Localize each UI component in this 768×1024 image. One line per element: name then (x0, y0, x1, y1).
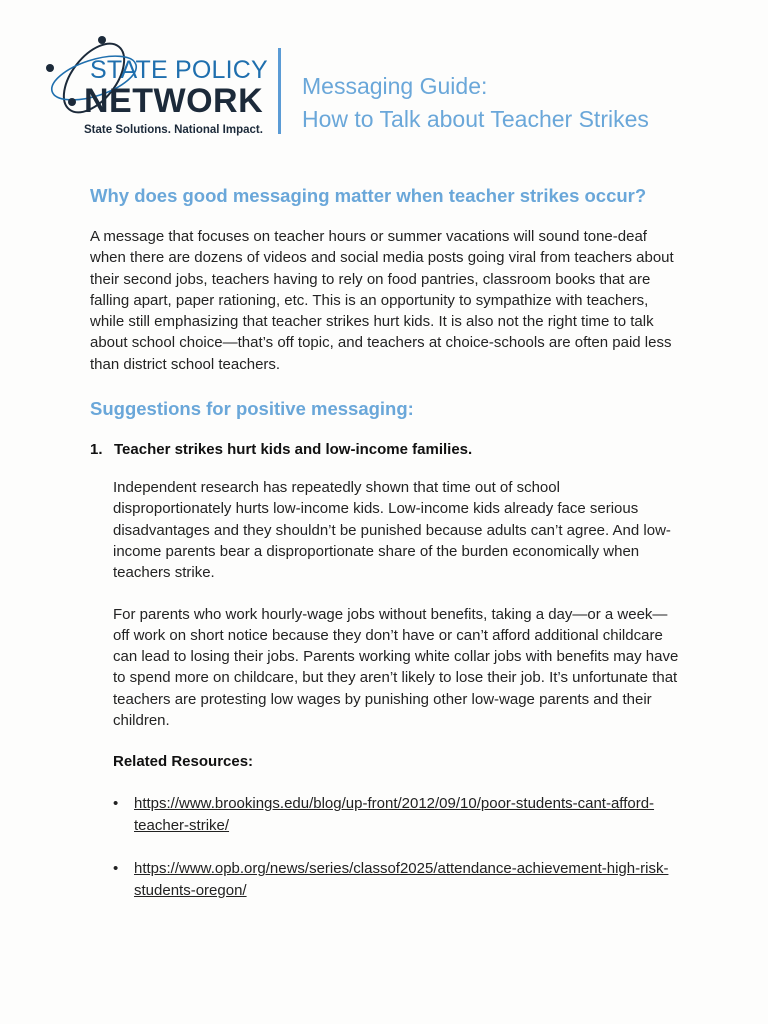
resource-link-brookings[interactable]: https://www.brookings.edu/blog/up-front/2012/09/10/poor-students-cant-afford-teacher-strike/ (134, 795, 655, 834)
document-body (90, 180, 680, 923)
logo-tagline: State Solutions. National Impact. (84, 124, 263, 136)
suggestion-body (113, 477, 680, 901)
suggestion-title-text: Teacher strikes hurt kids and low-income families. (114, 441, 473, 459)
logo-line-network: NETWORK (84, 82, 264, 120)
resource-list-item (113, 858, 680, 901)
bullet-icon: • (113, 795, 119, 813)
guide-title-line1: Messaging Guide: (302, 73, 488, 99)
guide-title (302, 70, 649, 136)
guide-title-line2: How to Talk about Teacher Strikes (302, 106, 649, 132)
section-heading-suggestions: Suggestions for positive messaging: (90, 398, 414, 420)
resource-list-item (113, 793, 680, 836)
related-resources-list (113, 793, 680, 901)
page-header (44, 34, 734, 144)
state-policy-network-logo (44, 34, 274, 144)
header-divider (278, 48, 281, 134)
suggestion-paragraph: Independent research has repeatedly shown that time out of school disproportionately hurts low-income kids. Low-income kids already face serious disadvantages and they shouldn’t be punished because adults can’t agree. And low-income parents bear a disproportionate share of the burden economically when teachers strike. (113, 479, 671, 582)
suggestion-title (90, 439, 680, 461)
related-resources-label: Related Resources: (113, 753, 254, 771)
suggestion-paragraph: For parents who work hourly-wage jobs without benefits, taking a day—or a week—off work on short notice because they don’t have or can’t afford additional childcare can lead to losing their jobs. Parents working white collar jobs with benefits may have to spend more on childcare, but they aren’t likely to lose their job. It’s unfortunate that teachers are protesting low wages by punishing other low-wage parents and their children. (113, 605, 679, 730)
section-heading-why-messaging: Why does good messaging matter when teacher strikes occur? (90, 185, 647, 206)
resource-link-opb[interactable]: https://www.opb.org/news/series/classof2025/attendance-achievement-high-risk-students-oregon/ (134, 860, 669, 899)
suggestion-number: 1. (90, 441, 103, 459)
bullet-icon: • (113, 860, 119, 878)
suggestion-item (90, 439, 680, 901)
logo-line-state-policy: STATE POLICY (90, 56, 268, 84)
intro-paragraph: A message that focuses on teacher hours or summer vacations will sound tone-deaf when there are dozens of videos and social media posts going viral from teachers about their second jobs, teachers having to rely on food pantries, classroom books that are falling apart, paper rationing, etc. This is an opportunity to sympathize with teachers, while still emphasizing that teacher strikes hurt kids. It is also not the right time to talk about school choice—that’s off topic, and teachers at choice-schools are often paid less than district school teachers. (90, 228, 674, 373)
